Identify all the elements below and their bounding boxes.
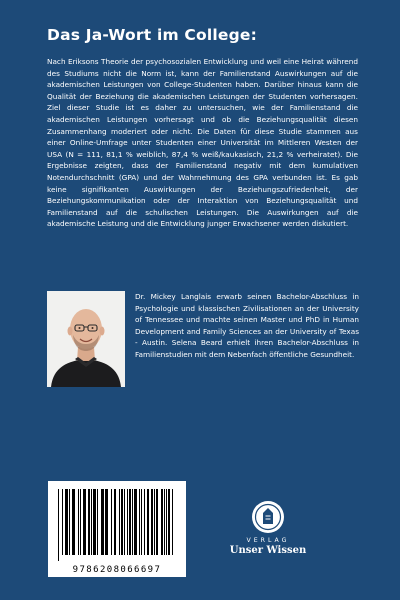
barcode-bar [166, 489, 167, 555]
barcode-bar [172, 489, 173, 555]
barcode-bar [156, 489, 158, 555]
barcode-bar [151, 489, 153, 555]
author-portrait-image [47, 291, 125, 387]
barcode-bar [124, 489, 125, 555]
author-bio: Dr. Mickey Langlais erwarb seinen Bachelor-Abschluss in Psychologie und klassischen Zivilisationen an der University of Tennessee und machte seinen Master und PhD in Human Development and Family Sciences an der University of Texas - Austin. Selena Beard erhielt ihren Bachelor-Abschluss in Familienstudien mit dem Nebenfach öffentliche Gesundheit. [135, 292, 359, 359]
barcode-bar [88, 489, 90, 555]
barcode-bar [161, 489, 163, 555]
book-title: Das Ja-Wort im College: [47, 26, 257, 44]
barcode-bar [101, 489, 104, 555]
barcode-bar [129, 489, 131, 555]
barcode-bar [111, 489, 112, 555]
barcode-bar [164, 489, 165, 555]
barcode-bars [48, 481, 186, 565]
isbn-number: 9786208066697 [72, 565, 162, 575]
barcode-bar [134, 489, 137, 555]
barcode-bar [114, 489, 116, 555]
publisher-name: Unser Wissen [229, 545, 307, 556]
barcode-bar [69, 489, 70, 555]
barcode-bar [144, 489, 145, 555]
isbn-barcode [48, 481, 186, 577]
barcode-bar [132, 489, 133, 555]
barcode-bar [141, 489, 142, 555]
barcode-bar [91, 489, 92, 555]
barcode-bar [83, 489, 86, 555]
barcode-bar [121, 489, 123, 555]
barcode-bar [78, 489, 79, 555]
barcode-bar [119, 489, 120, 555]
book-abstract: Nach Eriksons Theorie der psychosozialen Entwicklung und weil eine Heirat während des Studiums nicht die Norm ist, kann der Familienstand Auswirkungen auf die akademischen Leistungen von College-Studenten haben. Darüber hinaus kann die Qualität der Beziehung die akademischen Leistungen der Studenten vorhersagen. Ziel dieser Studie ist es daher zu untersuchen, wie der Familienstand die akademischen Leistungen vorhersagt und ob die Beziehungsqualität diesen Zusammenhang moderiert oder nicht. Die Daten für diese Studie stammen aus einer Online-Umfrage unter Studenten einer Universität im Mittleren Westen der USA (N = 111, 81,1 % weiblich, 87,4 % weiß/kaukasisch, 21,2 % verheiratet). Die Ergebnisse zeigten, dass der Familienstand negativ mit dem kumulativen Notendurchschnitt (GPA) und der Wahrnehmung des GPA verbunden ist. Es gab keine signifikanten Auswirkungen der Beziehungszufriedenheit, der Beziehungskommunikation oder der Interaktion von Beziehungsqualität und Familienstand auf die schulischen Leistungen. Die Auswirkungen auf die akademische Leistung und die Entwicklung junger Erwachsener werden diskutiert. [47, 57, 358, 229]
barcode-bar [127, 489, 128, 555]
author-photo [47, 291, 125, 387]
barcode-bar [97, 489, 98, 555]
barcode-bar [62, 489, 63, 555]
barcode-bar [80, 489, 81, 555]
publisher-logo [218, 500, 318, 556]
barcode-bar [58, 489, 59, 561]
barcode-bar [139, 489, 140, 555]
barcode-bar [168, 489, 170, 555]
barcode-bar [93, 489, 96, 555]
barcode-bar [147, 489, 149, 555]
barcode-bar [65, 489, 68, 555]
publisher-label: VERLAG [246, 537, 290, 544]
publisher-seal-icon [251, 500, 285, 534]
barcode-bar [72, 489, 75, 555]
barcode-bar [154, 489, 155, 555]
barcode-bar [105, 489, 108, 555]
